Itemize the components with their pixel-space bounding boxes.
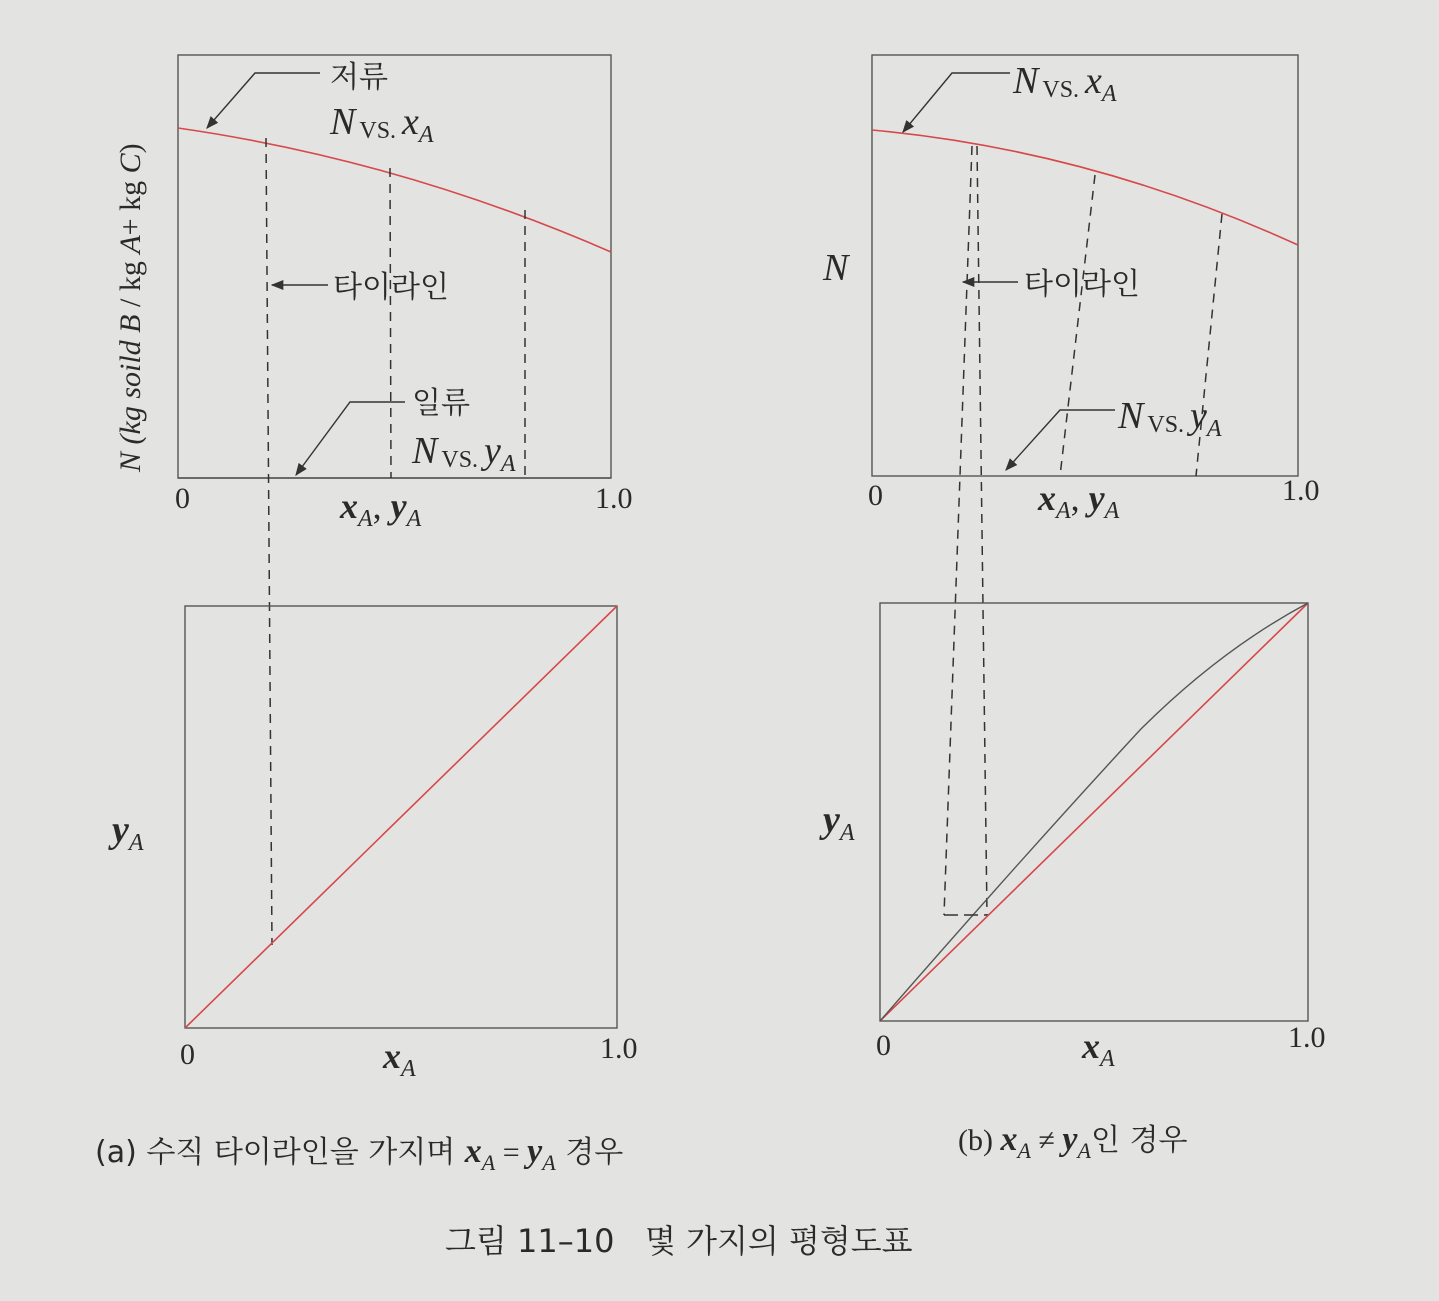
- panel-a-bottom-tick-0: 0: [180, 1038, 195, 1071]
- panel-b-bottom-ylabel: $y_A$: [823, 799, 855, 846]
- panel-a-overflow-pointer: [296, 402, 405, 475]
- panel-a-bottom-tick-1: 1.0: [600, 1032, 638, 1065]
- panel-a-underflow-label: 저류: [330, 60, 388, 95]
- panel-a-diagonal-line: [185, 606, 617, 1028]
- panel-a-top-plot: [114, 55, 633, 945]
- panel-b-tieline-label: 타이라인: [1024, 267, 1140, 302]
- panel-b-top-frame: [872, 55, 1298, 476]
- panel-b-underflow-curve-label: NVS. $x_A$: [1013, 60, 1117, 107]
- panel-a-overflow-curve-label: NVS. $y_A$: [412, 430, 516, 477]
- panel-a-bottom-ylabel: $y_A$: [112, 809, 144, 856]
- panel-b-bottom-plot: [819, 603, 1326, 1163]
- figure-caption: 그림 11–10 몇 가지의 평형도표: [445, 1222, 913, 1260]
- panel-a-top-tick-1: 1.0: [595, 482, 633, 515]
- panel-a-bottom-plot: [95, 606, 638, 1175]
- panel-b-tie-line-1a: [944, 146, 972, 915]
- panel-a-underflow-pointer: [207, 73, 320, 128]
- panel-b-diagonal-line: [880, 603, 1308, 1021]
- panel-b-bottom-tick-1: 1.0: [1288, 1021, 1326, 1054]
- panel-b-top-xlabel: $x_A$, $y_A$: [1038, 478, 1120, 524]
- panel-b-bottom-xlabel: $x_A$: [1082, 1026, 1115, 1072]
- panel-b-overflow-pointer: [1006, 410, 1115, 470]
- panel-b-tie-line-2: [1060, 175, 1095, 476]
- panel-a-tieline-label: 타이라인: [333, 270, 449, 305]
- panel-a-underflow-curve-label: NVS. $x_A$: [330, 101, 434, 148]
- panel-a-top-xlabel: $x_A$, $y_A$: [340, 486, 422, 532]
- panel-a-overflow-label: 일류: [412, 386, 470, 421]
- panel-a-tie-line-1: [266, 138, 272, 945]
- panel-b-underflow-pointer: [903, 73, 1010, 132]
- panel-b-overflow-curve-label: NVS. $y_A$: [1118, 395, 1222, 442]
- panel-a-caption: (a) 수직 타이라인을 가지며 $x_A = y_A$ 경우: [95, 1133, 624, 1175]
- panel-a-bottom-xlabel: $x_A$: [383, 1036, 416, 1082]
- panel-b-caption: (b) $x_A \ne y_A$인 경우: [958, 1121, 1188, 1163]
- panel-b-bottom-tick-0: 0: [876, 1029, 891, 1062]
- panel-b-top-tick-0: 0: [868, 479, 883, 512]
- panel-b-top-plot: [822, 55, 1320, 915]
- panel-a-top-tick-0: 0: [175, 482, 190, 515]
- panel-a-tie-line-2: [390, 168, 391, 478]
- panel-a-top-ylabel: N (kg soild B / kg A+ kg C): [114, 143, 147, 472]
- panel-b-top-ylabel: N: [823, 247, 849, 289]
- panel-b-top-tick-1: 1.0: [1282, 474, 1320, 507]
- panel-b-tie-line-1b: [977, 146, 987, 915]
- panel-b-underflow-curve: [872, 130, 1298, 245]
- panel-a-underflow-curve: [178, 128, 611, 252]
